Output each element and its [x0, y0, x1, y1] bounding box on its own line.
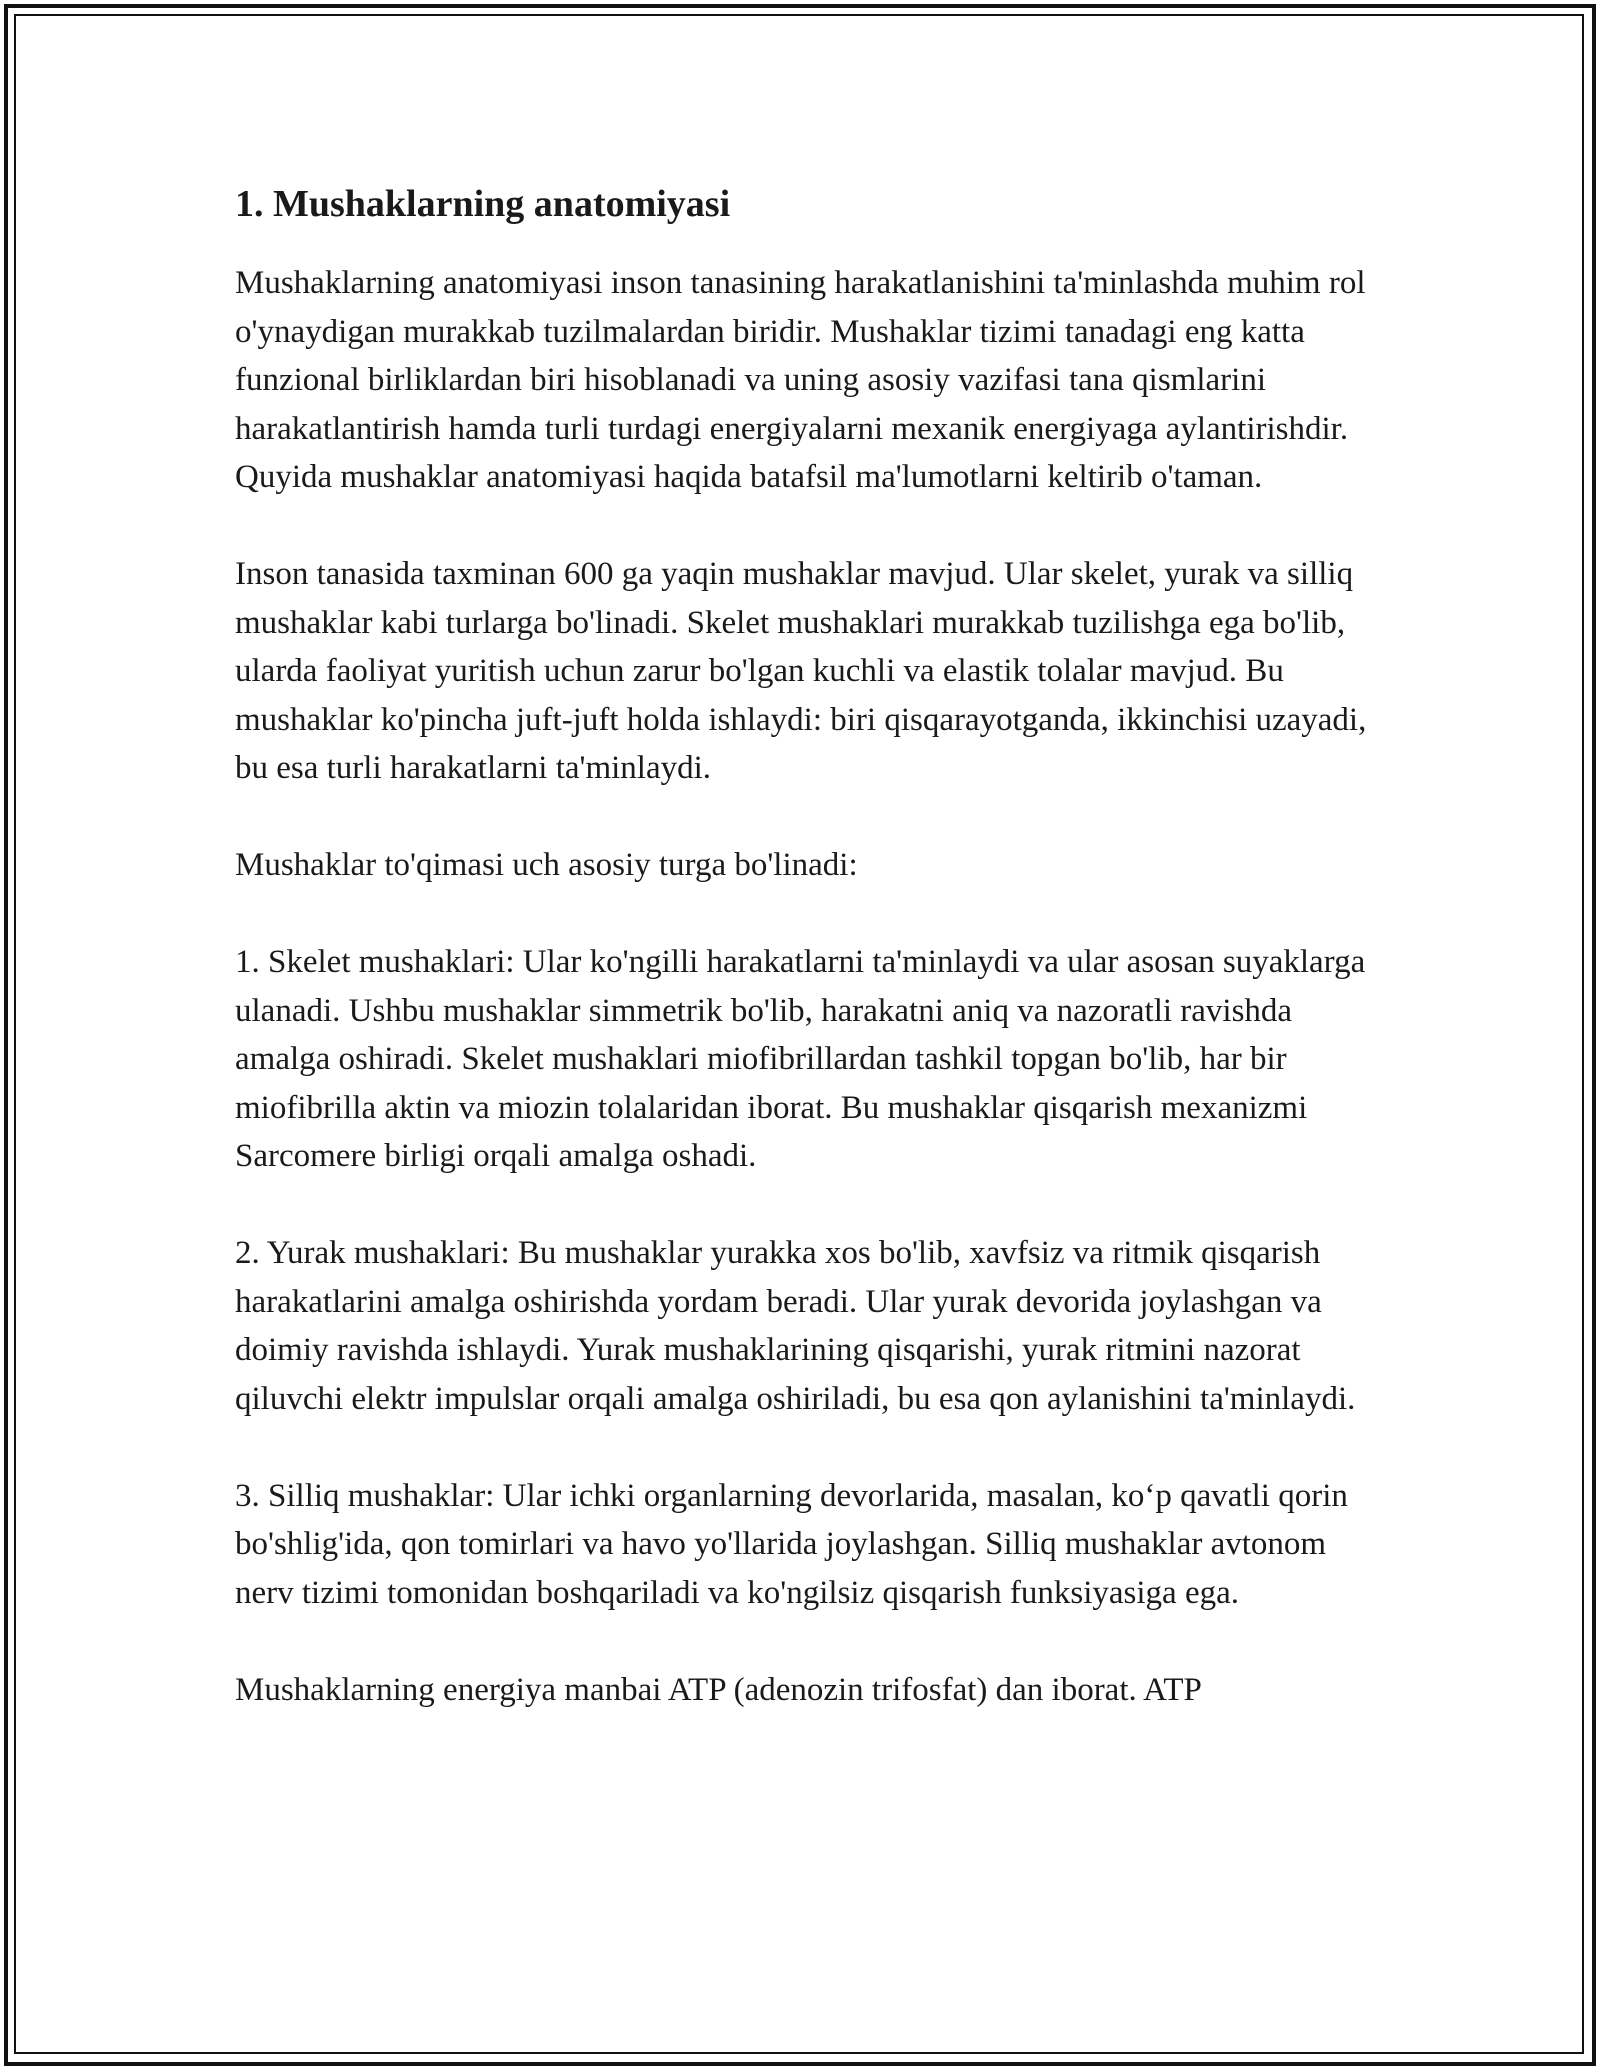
paragraph-smooth: 3. Silliq mushaklar: Ular ichki organlarning devorlarida, masalan, ko‘p qavatli qorin bo'shlig'ida, qon tomirlari va havo yo'llarida joylashgan. Silliq mushaklar avtonom nerv tizimi tomonidan boshqariladi va ko'ngilsiz qisqarish funksiyasiga ega.: [235, 1477, 1348, 1611]
paragraph-intro: Mushaklarning anatomiyasi inson tanasining harakatlanishini ta'minlashda muhim rol o'ynaydigan murakkab tuzilmalardan biridir. Mushaklar tizimi tanadagi eng katta funzional birliklardan biri hisoblanadi va uning asosiy vazifasi tana qismlarini harakatlantirish hamda turli turdagi energiyalarni mexanik energiyaga aylantirishdir. Quyida mushaklar anatomiyasi haqida batafsil ma'lumotlarni keltirib o'taman.: [235, 265, 1366, 496]
paragraph-tissue-types: Mushaklar to'qimasi uch asosiy turga bo'linadi:: [235, 847, 858, 884]
paragraph-skeletal: 1. Skelet mushaklari: Ular ko'ngilli harakatlarni ta'minlaydi va ular asosan suyaklarga ulanadi. Ushbu mushaklar simmetrik bo'lib, harakatni aniq va nazoratli ravishda amalga oshiradi. Skelet mushaklari miofibrillardan tashkil topgan bo'lib, har bir miofibrilla aktin va miozin tolalaridan iborat. Bu mushaklar qisqarish mexanizmi Sarcomere birligi orqali amalga oshadi.: [235, 944, 1366, 1175]
section-heading: 1. Mushaklarning anatomiyasi: [235, 183, 731, 225]
paragraph-muscle-count: Inson tanasida taxminan 600 ga yaqin mushaklar mavjud. Ular skelet, yurak va silliq mushaklar kabi turlarga bo'linadi. Skelet mushaklari murakkab tuzilishga ega bo'lib, ularda faoliyat yuritish uchun zarur bo'lgan kuchli va elastik tolalar mavjud. Bu mushaklar ko'pincha juft-juft holda ishlaydi: biri qisqarayotganda, ikkinchisi uzayadi, bu esa turli harakatlarni ta'minlaydi.: [235, 556, 1367, 787]
paragraph-energy: Mushaklarning energiya manbai ATP (adenozin trifosfat) dan iborat. ATP: [235, 1671, 1202, 1708]
document-body: [235, 180, 1385, 1763]
paragraph-cardiac: 2. Yurak mushaklari: Bu mushaklar yurakka xos bo'lib, xavfsiz va ritmik qisqarish harakatlarini amalga oshirishda yordam beradi. Ular yurak devorida joylashgan va doimiy ravishda ishlaydi. Yurak mushaklarining qisqarishi, yurak ritmini nazorat qiluvchi elektr impulslar orqali amalga oshiriladi, bu esa qon aylanishini ta'minlaydi.: [235, 1235, 1356, 1417]
